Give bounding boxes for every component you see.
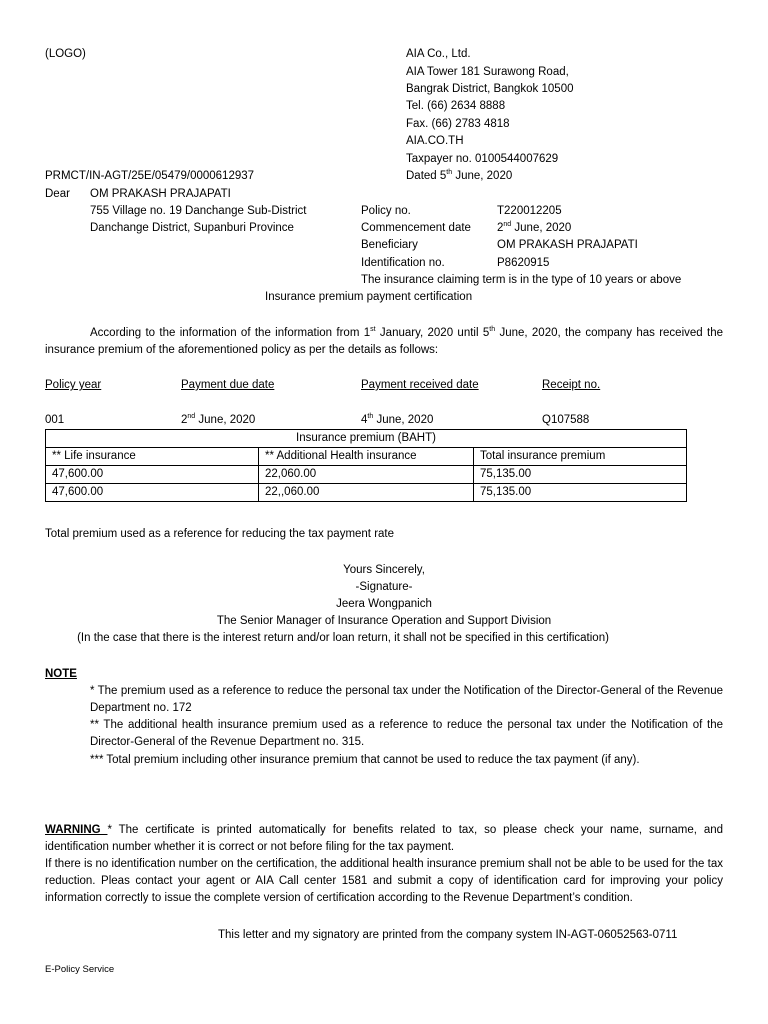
premium-table-caption-row [46, 430, 687, 448]
recipient-address-line-2: Danchange District, Supanburi Province [90, 222, 294, 234]
total-premium-cell: 75,135.00 [474, 466, 687, 484]
signatory-name: Jeera Wongpanich [336, 598, 432, 610]
identification-value: P8620915 [497, 257, 550, 269]
beneficiary-value: OM PRAKASH PRAJAPATI [497, 239, 638, 251]
payment-received-date-value: 4th June, 2020 [361, 413, 434, 426]
closing-sincerely: Yours Sincerely, [343, 564, 425, 576]
premium-header-total: Total insurance premium [474, 448, 687, 466]
claiming-term-note: The insurance claiming term is in the type of 10 years or above [361, 274, 682, 286]
header-receipt-no: Receipt no. [542, 379, 601, 391]
total-premium-note: Total premium used as a reference for reducing the tax payment rate [45, 528, 395, 540]
footer-service-name: E-Policy Service [45, 964, 115, 975]
note-item-3: *** Total premium including other insurance premium that cannot be used to reduce the tax payment (if any). [90, 754, 640, 766]
warning-heading: WARNING [45, 824, 108, 836]
commencement-date-label: Commencement date [361, 222, 471, 234]
receipt-no-value: Q107588 [542, 414, 590, 426]
life-premium-cell: 47,600.00 [46, 484, 259, 502]
life-premium-cell: 47,600.00 [46, 466, 259, 484]
note-item-1: * The premium used as a reference to reduce the personal tax under the Notification of the Director-General of the Revenue Department no. 172 [90, 685, 723, 714]
premium-table [45, 429, 687, 502]
commencement-date-value: 2nd June, 2020 [497, 221, 572, 234]
warning-paragraph-2: If there is no identification number on the certification, the additional health insurance premium shall not be able to be used for the tax reduction. Pleas contact your agent or AIA Call center 1581 and submit a copy of identification card for improving your policy information correctly to issue the complete version of certification according to the Revenue Department’s condition. [45, 858, 723, 904]
note-item-2: ** The additional health insurance premium used as a reference to reduce the personal tax under the Notification of the Director-General of the Revenue Department no. 315. [90, 719, 723, 748]
note-heading: NOTE [45, 668, 77, 680]
reference-number: PRMCT/IN-AGT/25E/05479/0000612937 [45, 170, 255, 182]
policy-no-label: Policy no. [361, 205, 411, 217]
header-payment-due-date: Payment due date [181, 379, 275, 391]
signatory-position: The Senior Manager of Insurance Operation and Support Division [216, 615, 552, 627]
company-taxpayer-no: Taxpayer no. 0100544007629 [406, 153, 559, 165]
premium-table-caption: Insurance premium (BAHT) [46, 430, 687, 448]
payment-due-date-value: 2nd June, 2020 [181, 413, 256, 426]
header-payment-received-date: Payment received date [361, 379, 479, 391]
company-tel: Tel. (66) 2634 8888 [406, 100, 506, 112]
health-premium-cell: 22,,060.00 [259, 484, 474, 502]
company-website: AIA.CO.TH [406, 135, 464, 147]
salutation: Dear [45, 188, 70, 200]
policy-year-value: 001 [45, 414, 65, 426]
interest-return-remark: (In the case that there is the interest return and/or loan return, it shall not be specified in this certification) [77, 632, 609, 644]
policy-no-value: T220012205 [497, 205, 562, 217]
recipient-name: OM PRAKASH PRAJAPATI [90, 188, 231, 200]
identification-label: Identification no. [361, 257, 445, 269]
table-row [46, 484, 687, 502]
premium-table-header-row [46, 448, 687, 466]
total-premium-cell: 75,135.00 [474, 484, 687, 502]
signature-placeholder: -Signature- [355, 581, 413, 593]
letter-date: Dated 5th June, 2020 [406, 169, 513, 182]
beneficiary-label: Beneficiary [361, 239, 418, 251]
warning-paragraph-1: WARNING * The certificate is printed automatically for benefits related to tax, so please check your name, surname, and identification number whether it is correct or not before filing for the tax payment. [45, 824, 724, 853]
health-premium-cell: 22,060.00 [259, 466, 474, 484]
company-address-line-1: AIA Tower 181 Surawong Road, [406, 66, 569, 78]
company-name: AIA Co., Ltd. [406, 48, 471, 60]
company-address-line-2: Bangrak District, Bangkok 10500 [406, 83, 574, 95]
table-row [46, 466, 687, 484]
premium-header-life: ** Life insurance [46, 448, 259, 466]
intro-paragraph: According to the information of the information from 1st January, 2020 until 5th June, 2020, the company has received the insurance premium of the aforementioned policy as per the details as follows: [45, 326, 723, 356]
header-policy-year: Policy year [45, 379, 102, 391]
logo-placeholder: (LOGO) [45, 48, 86, 60]
recipient-address-line-1: 755 Village no. 19 Danchange Sub-District [90, 205, 307, 217]
document-title: Insurance premium payment certification [265, 291, 473, 303]
company-fax: Fax. (66) 2783 4818 [406, 118, 510, 130]
premium-header-health: ** Additional Health insurance [259, 448, 474, 466]
system-print-note: This letter and my signatory are printed from the company system IN-AGT-06052563-0711 [218, 929, 678, 941]
